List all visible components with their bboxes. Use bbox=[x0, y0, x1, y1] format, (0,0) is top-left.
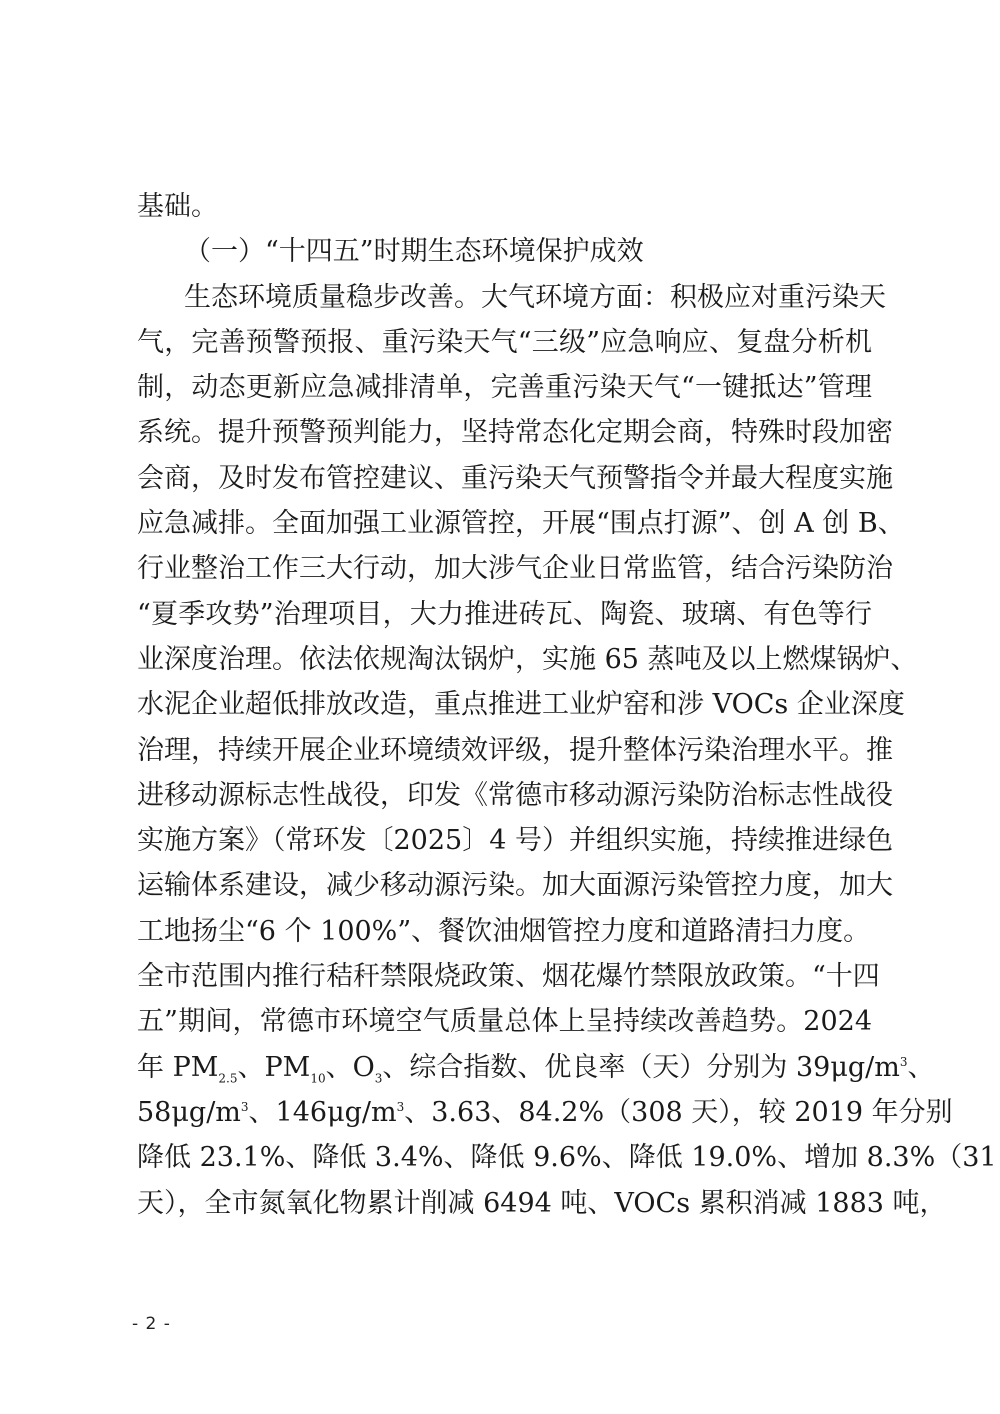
text-line: 气，完善预警预报、重污染天气“三级”应急响应、复盘分析机 bbox=[137, 326, 872, 358]
text-line: 全市范围内推行秸秆禁限烧政策、烟花爆竹禁限放政策。“十四 bbox=[137, 961, 880, 993]
paragraph-first-line: 生态环境质量稳步改善。大气环境方面：积极应对重污染天 bbox=[184, 281, 886, 313]
text-span: 、综合指数、优良率（天）分别为 39μg/m bbox=[382, 1051, 900, 1083]
text-line: 会商，及时发布管控建议、重污染天气预警指令并最大程度实施 bbox=[137, 462, 893, 494]
text-line: 水泥企业超低排放改造，重点推进工业炉窑和涉 VOCs 企业深度 bbox=[137, 689, 905, 721]
text-span: 、146μg/m bbox=[248, 1096, 397, 1128]
superscript: 3 bbox=[899, 1054, 908, 1069]
superscript: 3 bbox=[396, 1099, 405, 1114]
text-line: 基础。 bbox=[137, 191, 218, 222]
text-span: 年 PM bbox=[137, 1051, 219, 1083]
text-line: 运输体系建设，减少移动源污染。加大面源污染管控力度，加大 bbox=[137, 870, 893, 902]
body-text bbox=[137, 184, 997, 1226]
text-span: 58μg/m bbox=[137, 1096, 241, 1128]
text-line: 治理，持续开展企业环境绩效评级，提升整体污染治理水平。推 bbox=[137, 734, 893, 766]
text-line: 进移动源标志性战役，印发《常德市移动源污染防治标志性战役 bbox=[137, 779, 893, 811]
text-line: 天），全市氮氧化物累计削减 6494 吨、VOCs 累积消减 1883 吨， bbox=[137, 1187, 947, 1219]
text-line-with-formulas bbox=[137, 1045, 935, 1090]
page-number: - 2 - bbox=[132, 1314, 171, 1334]
text-line: 系统。提升预警预判能力，坚持常态化定期会商，特殊时段加密 bbox=[137, 417, 893, 449]
text-span: 、PM bbox=[237, 1051, 311, 1083]
text-line-with-units bbox=[137, 1090, 953, 1135]
text-line: 五”期间，常德市环境空气质量总体上呈持续改善趋势。2024 bbox=[137, 1006, 872, 1038]
text-line: 工地扬尘“6 个 100%”、餐饮油烟管控力度和道路清扫力度。 bbox=[137, 915, 871, 947]
text-span: 、 bbox=[907, 1051, 935, 1083]
text-line: 降低 23.1%、降低 3.4%、降低 9.6%、降低 19.0%、增加 8.3%（31 bbox=[137, 1142, 997, 1174]
subscript: 3 bbox=[374, 1071, 383, 1086]
text-line: “夏季攻势”治理项目，大力推进砖瓦、陶瓷、玻璃、有色等行 bbox=[137, 598, 872, 630]
text-line: 实施方案》（常环发〔2025〕4 号）并组织实施，持续推进绿色 bbox=[137, 825, 893, 857]
text-line: 制，动态更新应急减排清单，完善重污染天气“一键抵达”管理 bbox=[137, 372, 872, 404]
text-line: 行业整治工作三大行动，加大涉气企业日常监管，结合污染防治 bbox=[137, 553, 893, 585]
text-span: 、3.63、84.2%（308 天），较 2019 年分别 bbox=[404, 1096, 953, 1128]
section-heading: （一）“十四五”时期生态环境保护成效 bbox=[184, 236, 644, 268]
text-line: 应急减排。全面加强工业源管控，开展“围点打源”、创 A 创 B、 bbox=[137, 508, 905, 540]
superscript: 3 bbox=[240, 1099, 249, 1114]
text-line: 业深度治理。依法依规淘汰锅炉，实施 65 蒸吨及以上燃煤锅炉、 bbox=[137, 643, 918, 675]
subscript: 2.5 bbox=[218, 1071, 238, 1086]
subscript: 10 bbox=[310, 1071, 326, 1086]
text-span: 、O bbox=[325, 1051, 375, 1083]
